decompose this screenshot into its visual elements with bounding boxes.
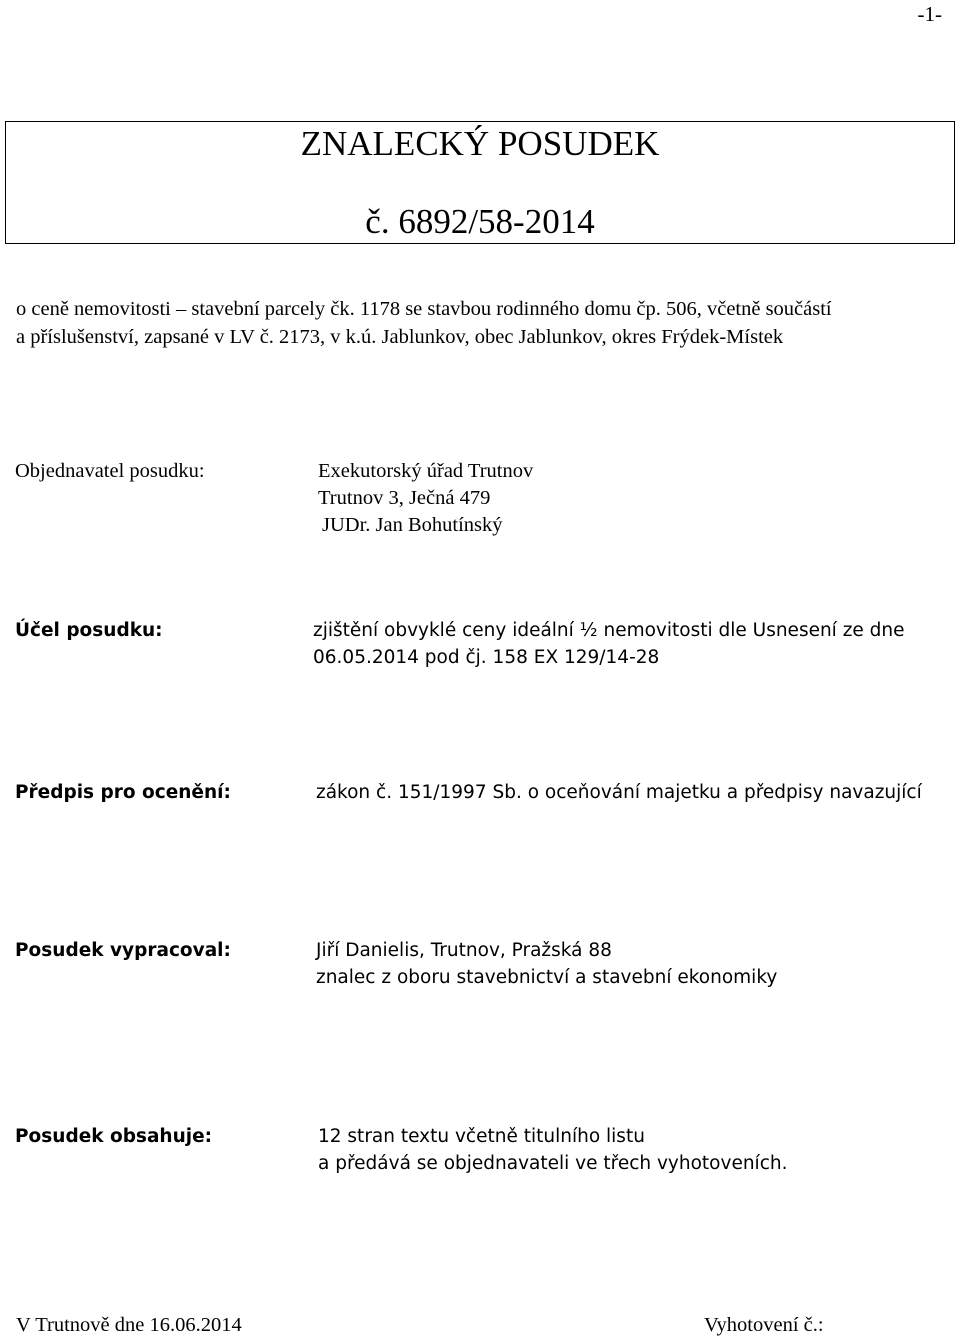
client-line-2: Trutnov 3, Ječná 479 <box>318 487 491 509</box>
contents-line-1: 12 stran textu včetně titulního listu <box>318 1126 645 1147</box>
client-label: Objednavatel posudku: <box>15 460 205 482</box>
author-label: Posudek vypracoval: <box>15 940 231 961</box>
author-line-1: Jiří Danielis, Trutnov, Pražská 88 <box>316 940 612 961</box>
client-line-1: Exekutorský úřad Trutnov <box>318 460 534 482</box>
client-line-3: JUDr. Jan Bohutínský <box>322 514 503 536</box>
purpose-line-1: zjištění obvyklé ceny ideální ½ nemovitosti dle Usnesení ze dne <box>313 620 905 641</box>
author-line-2: znalec z oboru stavebnictví a stavební ekonomiky <box>316 967 778 988</box>
purpose-line-2: 06.05.2014 pod čj. 158 EX 129/14-28 <box>313 647 660 668</box>
purpose-label: Účel posudku: <box>15 620 163 641</box>
contents-label: Posudek obsahuje: <box>15 1126 213 1147</box>
page-number: -1- <box>917 2 942 26</box>
regulation-label: Předpis pro ocenění: <box>15 782 231 803</box>
document-number: č. 6892/58-2014 <box>365 202 595 241</box>
subject-line-2: a příslušenství, zapsané v LV č. 2173, v k.ú. Jablunkov, obec Jablunkov, okres Frýdek-Místek <box>16 326 784 348</box>
contents-line-2: a předává se objednavateli ve třech vyhotoveních. <box>318 1153 788 1174</box>
copy-number: Vyhotovení č.: <box>704 1314 824 1336</box>
regulation-line: zákon č. 151/1997 Sb. o oceňování majetku a předpisy navazující <box>316 782 922 803</box>
place-date: V Trutnově dne 16.06.2014 <box>16 1314 242 1336</box>
subject-line-1: o ceně nemovitosti – stavební parcely čk. 1178 se stavbou rodinného domu čp. 506, včetně součástí <box>16 298 832 320</box>
document-title: ZNALECKÝ POSUDEK <box>300 124 660 163</box>
